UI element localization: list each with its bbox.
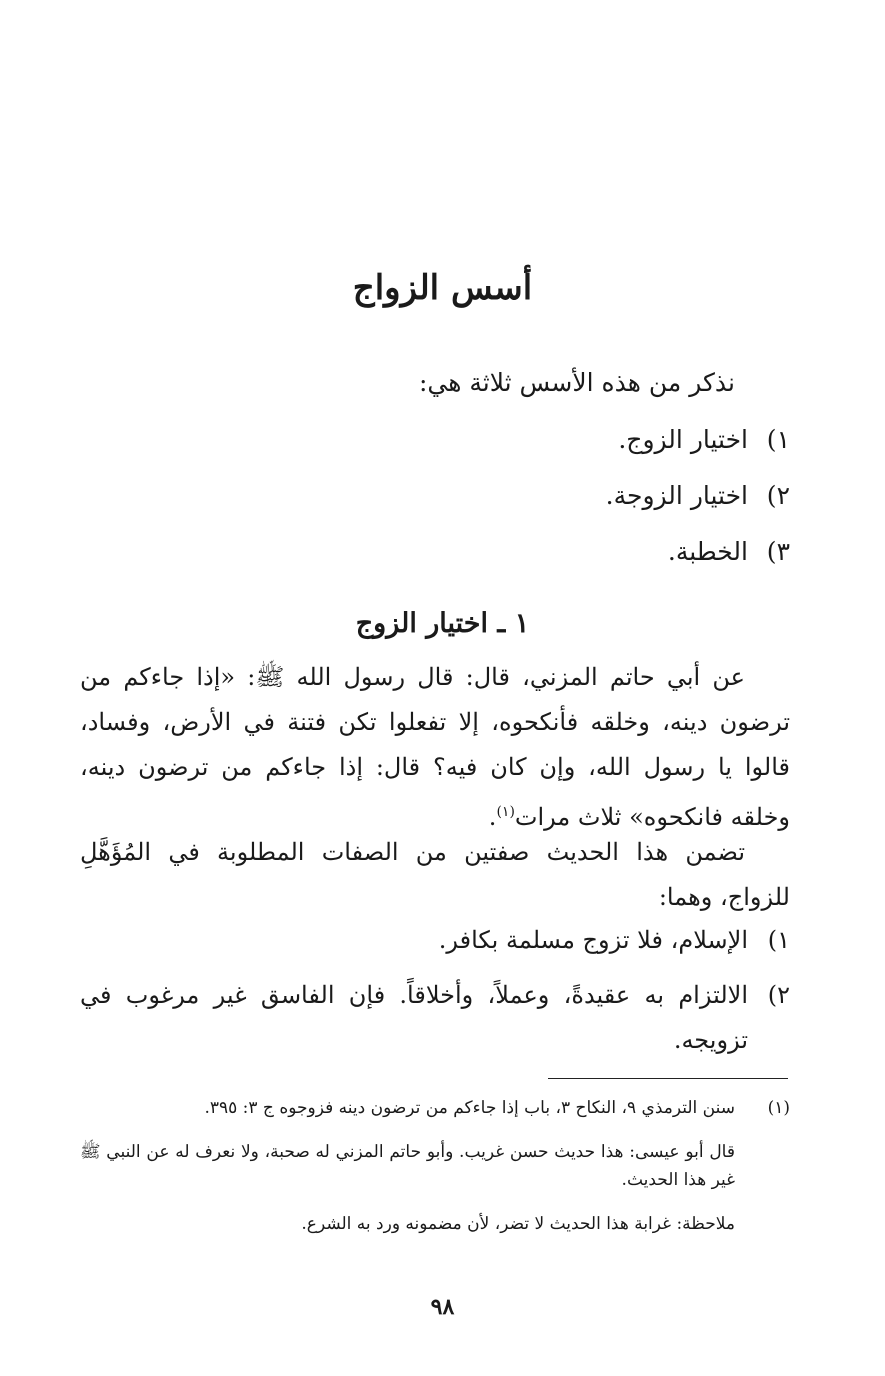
hadith-paragraph (80, 655, 790, 840)
traits-list (80, 918, 790, 1073)
section-heading: ١ ـ اختيار الزوج (355, 608, 530, 639)
commentary-paragraph: تضمن هذا الحديث صفتين من الصفات المطلوبة في المُؤَهَّلِ للزواج، وهما: (80, 838, 790, 911)
list-text: الإسلام، فلا تزوج مسلمة بكافر. (438, 926, 748, 954)
list-number: ٢) (767, 981, 790, 1009)
list-text: اختيار الزوج. (618, 425, 748, 454)
footnotes (80, 1094, 790, 1254)
list-item (80, 973, 790, 1063)
footnote (80, 1094, 790, 1122)
list-number: ٣) (766, 537, 790, 566)
list-item (606, 420, 790, 476)
list-item (606, 532, 790, 588)
list-number: ٢) (766, 481, 790, 510)
list-text: الالتزام به عقيدةً، وعملاً، وأخلاقاً. فإن الفاسق غير مرغوب في تزويجه. (80, 981, 748, 1054)
footnote-ref: (١) (496, 804, 515, 820)
hadith-text: عن أبي حاتم المزني، قال: قال رسول الله ﷺ: «إذا جاءكم من ترضون دينه، وخلقه فأنكحوه، إلا تفعلوا تكن فتنة في الأرض، وفساد، قالوا يا رسول الله، وإن كان فيه؟ قال: إذا جاءكم من ترضون دينه، وخلقه فانكحوه» ثلاث مرات (80, 663, 790, 831)
list-item (606, 476, 790, 532)
bases-list (606, 420, 790, 588)
page-number: ٩٨ (430, 1294, 455, 1320)
footnote-divider (548, 1078, 788, 1079)
intro-line: نذكر من هذه الأسس ثلاثة هي: (418, 368, 735, 397)
page-title: أسس الزواج (352, 268, 533, 308)
footnote-text: سنن الترمذي ٩، النكاح ٣، باب إذا جاءكم من ترضون دينه فزوجوه ج ٣: ٣٩٥. (204, 1098, 735, 1118)
footnote-text: ملاحظة: غرابة هذا الحديث لا تضر، لأن مضمونه ورد به الشرع. (301, 1214, 735, 1234)
list-number: ١) (766, 425, 790, 454)
footnote (80, 1138, 790, 1194)
footnote-text: قال أبو عيسى: هذا حديث حسن غريب. وأبو حاتم المزني له صحبة، ولا نعرف له عن النبي ﷺ غير هذا الحديث. (80, 1142, 735, 1190)
list-number: ١) (767, 926, 790, 954)
footnote-number: (١) (767, 1098, 790, 1118)
list-text: اختيار الزوجة. (605, 481, 748, 510)
list-item (80, 918, 790, 963)
list-text: الخطبة. (667, 537, 748, 566)
hadith-end: . (488, 803, 497, 831)
footnote (80, 1210, 790, 1238)
